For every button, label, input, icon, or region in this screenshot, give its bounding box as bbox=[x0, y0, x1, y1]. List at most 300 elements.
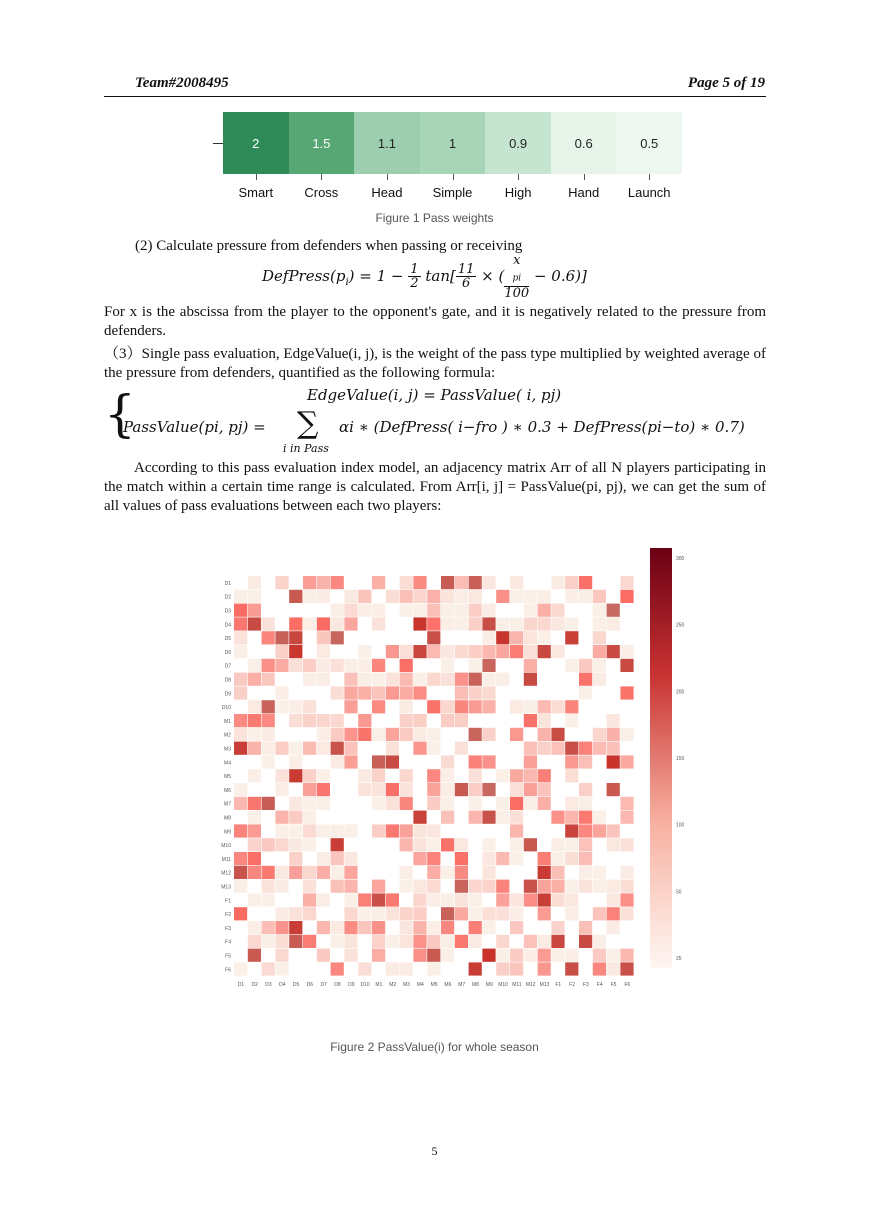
heatmap-cell bbox=[441, 617, 454, 630]
heatmap-y-label: D9 bbox=[224, 691, 231, 698]
heatmap-y-label: M3 bbox=[224, 746, 231, 753]
heatmap-cell bbox=[482, 880, 495, 893]
heatmap-cell bbox=[262, 797, 275, 810]
heatmap-cell bbox=[607, 645, 620, 658]
heatmap-cell bbox=[538, 645, 551, 658]
heatmap-cell bbox=[593, 811, 606, 824]
heatmap-cell bbox=[358, 728, 371, 741]
heatmap-x-label: D9 bbox=[348, 982, 355, 989]
heatmap-cell bbox=[469, 617, 482, 630]
heatmap-cell bbox=[538, 962, 551, 975]
heatmap-cell bbox=[482, 645, 495, 658]
heatmap-cell bbox=[386, 728, 399, 741]
heatmap-cell bbox=[289, 852, 302, 865]
heatmap-cell bbox=[303, 590, 316, 603]
heatmap-cell bbox=[344, 866, 357, 879]
heatmap-cell bbox=[248, 714, 261, 727]
heatmap-cell bbox=[262, 935, 275, 948]
heatmap-cell bbox=[593, 935, 606, 948]
heatmap-cell bbox=[579, 838, 592, 851]
heatmap-cell bbox=[344, 728, 357, 741]
heatmap-cell bbox=[413, 949, 426, 962]
heatmap-cell bbox=[331, 714, 344, 727]
pass-weight-tick bbox=[321, 174, 322, 180]
heatmap-cell bbox=[413, 728, 426, 741]
heatmap-cell bbox=[593, 962, 606, 975]
heatmap-cell bbox=[344, 880, 357, 893]
heatmap-cell bbox=[593, 645, 606, 658]
heatmap-cell bbox=[234, 797, 247, 810]
heatmap-y-label: M8 bbox=[224, 815, 231, 822]
heatmap-cell bbox=[234, 852, 247, 865]
item-2-text: (2) Calculate pressure from defenders when passing or receiving bbox=[135, 238, 523, 254]
fraction-11-6: $\frac{11}{6}$ bbox=[457, 262, 475, 292]
heatmap-cell bbox=[275, 962, 288, 975]
heatmap-cell bbox=[344, 907, 357, 920]
heatmap-cell bbox=[413, 686, 426, 699]
heatmap-y-label: F4 bbox=[225, 939, 231, 946]
heatmap-cell bbox=[469, 783, 482, 796]
heatmap-cell bbox=[524, 659, 537, 672]
heatmap-cell bbox=[289, 824, 302, 837]
heatmap-cell bbox=[303, 935, 316, 948]
heatmap-cell bbox=[262, 700, 275, 713]
pass-weight-label: Head bbox=[371, 185, 403, 200]
heatmap-cell bbox=[400, 700, 413, 713]
heatmap-cell bbox=[400, 824, 413, 837]
heatmap-cell bbox=[607, 728, 620, 741]
heatmap-cell bbox=[317, 576, 330, 589]
heatmap-cell bbox=[262, 893, 275, 906]
heatmap-cell bbox=[510, 893, 523, 906]
heatmap-cell bbox=[469, 797, 482, 810]
heatmap-cell bbox=[262, 742, 275, 755]
heatmap-cell bbox=[372, 907, 385, 920]
heatmap-cell bbox=[593, 673, 606, 686]
heatmap-cell bbox=[455, 935, 468, 948]
heatmap-cell bbox=[262, 728, 275, 741]
heatmap-cell bbox=[455, 783, 468, 796]
heatmap-cell bbox=[579, 797, 592, 810]
heatmap-cell bbox=[510, 700, 523, 713]
heatmap-cell bbox=[496, 769, 509, 782]
heatmap-cell bbox=[482, 852, 495, 865]
heatmap-cell bbox=[482, 755, 495, 768]
heatmap-cell bbox=[593, 866, 606, 879]
heatmap-cell bbox=[607, 604, 620, 617]
heatmap-cell bbox=[234, 673, 247, 686]
heatmap-cell bbox=[275, 742, 288, 755]
heatmap-cell bbox=[303, 797, 316, 810]
heatmap-cell bbox=[524, 673, 537, 686]
heatmap-cell bbox=[579, 590, 592, 603]
heatmap-x-label: D4 bbox=[279, 982, 286, 989]
heatmap-cell bbox=[441, 700, 454, 713]
heatmap-cell bbox=[317, 659, 330, 672]
heatmap-cell bbox=[331, 631, 344, 644]
heatmap-cell bbox=[317, 769, 330, 782]
heatmap-cell bbox=[262, 962, 275, 975]
heatmap-cell bbox=[469, 673, 482, 686]
heatmap-cell bbox=[372, 686, 385, 699]
heatmap-cell bbox=[303, 714, 316, 727]
heatmap-cell bbox=[331, 921, 344, 934]
heatmap-cell bbox=[331, 852, 344, 865]
heatmap-cell bbox=[289, 631, 302, 644]
heatmap-cell bbox=[427, 893, 440, 906]
heatmap-x-label: F3 bbox=[582, 982, 589, 989]
heatmap-cell bbox=[441, 797, 454, 810]
heatmap-cell bbox=[427, 590, 440, 603]
heatmap-cell bbox=[620, 728, 633, 741]
heatmap-cell bbox=[248, 949, 261, 962]
heatmap-cell bbox=[234, 728, 247, 741]
heatmap-cell bbox=[331, 742, 344, 755]
pass-weight-tick bbox=[453, 174, 454, 180]
heatmap-x-label: M11 bbox=[512, 982, 522, 989]
heatmap-cell bbox=[331, 576, 344, 589]
heatmap-cell bbox=[358, 893, 371, 906]
heatmap-cell bbox=[289, 742, 302, 755]
heatmap-cell bbox=[441, 673, 454, 686]
heatmap-cell bbox=[510, 962, 523, 975]
heatmap-x-label: M9 bbox=[485, 982, 493, 989]
heatmap-cell bbox=[413, 673, 426, 686]
heatmap-cell bbox=[275, 935, 288, 948]
heatmap-cell bbox=[565, 811, 578, 824]
heatmap-cell bbox=[275, 686, 288, 699]
heatmap-cell bbox=[455, 866, 468, 879]
heatmap-cell bbox=[482, 576, 495, 589]
heatmap-cell bbox=[372, 935, 385, 948]
heatmap-cell bbox=[496, 935, 509, 948]
heatmap-cell bbox=[248, 659, 261, 672]
heatmap-y-label: M12 bbox=[221, 870, 231, 877]
heatmap-x-label: D5 bbox=[292, 982, 300, 989]
heatmap-cell bbox=[593, 617, 606, 630]
heatmap-cell bbox=[579, 659, 592, 672]
heatmap-cell bbox=[538, 617, 551, 630]
heatmap-cell bbox=[248, 604, 261, 617]
heatmap-cell bbox=[469, 880, 482, 893]
heatmap-y-label: D3 bbox=[224, 608, 231, 615]
heatmap-cell bbox=[482, 700, 495, 713]
heatmap-cell bbox=[482, 838, 495, 851]
figure-1-caption: Figure 1 Pass weights bbox=[375, 211, 494, 225]
heatmap-cell bbox=[455, 590, 468, 603]
heatmap-x-label: D8 bbox=[334, 982, 341, 989]
heatmap-cell bbox=[482, 728, 495, 741]
heatmap-cell bbox=[358, 686, 371, 699]
heatmap-cell bbox=[400, 935, 413, 948]
heatmap-cell bbox=[524, 700, 537, 713]
heatmap-cell bbox=[565, 755, 578, 768]
heatmap-cell bbox=[427, 880, 440, 893]
colorbar-tick-label: 150 bbox=[676, 756, 685, 762]
heatmap-cell bbox=[496, 673, 509, 686]
heatmap-cell bbox=[358, 907, 371, 920]
heatmap-cell bbox=[565, 797, 578, 810]
heatmap-y-label: D2 bbox=[224, 594, 231, 601]
heatmap-cell bbox=[372, 617, 385, 630]
heatmap-cell bbox=[565, 880, 578, 893]
heatmap-x-label: F6 bbox=[624, 982, 631, 989]
heatmap-cell bbox=[441, 659, 454, 672]
heatmap-cell bbox=[607, 838, 620, 851]
heatmap-cell bbox=[538, 852, 551, 865]
heatmap-cell bbox=[538, 742, 551, 755]
heatmap-x-label: D1 bbox=[237, 982, 245, 989]
heatmap-cell bbox=[344, 617, 357, 630]
heatmap-cell bbox=[372, 673, 385, 686]
heatmap-cell bbox=[372, 880, 385, 893]
colorbar-tick-label: 200 bbox=[676, 689, 685, 696]
heatmap-cell bbox=[303, 783, 316, 796]
heatmap-cell bbox=[579, 783, 592, 796]
heatmap-cell bbox=[331, 617, 344, 630]
heatmap-cell bbox=[455, 742, 468, 755]
formula-eq: ) = 1 − bbox=[348, 266, 404, 285]
heatmap-cell bbox=[289, 838, 302, 851]
pass-weight-label: Smart bbox=[238, 185, 274, 200]
heatmap-cell bbox=[358, 673, 371, 686]
heatmap-cell bbox=[275, 838, 288, 851]
heatmap-cell bbox=[482, 921, 495, 934]
heatmap-cell bbox=[579, 686, 592, 699]
pass-weight-cell: 1 bbox=[420, 112, 486, 174]
paragraph-2: According to this pass evaluation index model, an adjacency matrix Arr of all N players participating in the match within a certain time range is calculated. From Arr[i, j] = PassValue(pi, pj), we can get the sum of all values of pass evaluations between each two players: bbox=[104, 460, 766, 514]
heatmap-y-label: D4 bbox=[224, 622, 231, 629]
heatmap-cell bbox=[344, 590, 357, 603]
heatmap-cell bbox=[303, 673, 316, 686]
heatmap-cell bbox=[524, 645, 537, 658]
heatmap-cell bbox=[413, 742, 426, 755]
heatmap-y-label: F1 bbox=[225, 898, 231, 905]
pass-weight-label: High bbox=[504, 185, 532, 200]
heatmap-cell bbox=[317, 673, 330, 686]
heatmap-cell bbox=[289, 714, 302, 727]
heatmap-cell bbox=[386, 590, 399, 603]
heatmap-cell bbox=[482, 617, 495, 630]
heatmap-cell bbox=[496, 797, 509, 810]
heatmap-cell bbox=[372, 728, 385, 741]
heatmap-cell bbox=[565, 893, 578, 906]
heatmap-cell bbox=[234, 783, 247, 796]
heatmap-cell bbox=[275, 949, 288, 962]
heatmap-cell bbox=[248, 893, 261, 906]
colorbar bbox=[650, 548, 672, 968]
heatmap-cell bbox=[427, 728, 440, 741]
heatmap-cell bbox=[400, 769, 413, 782]
heatmap-cell bbox=[427, 769, 440, 782]
heatmap-cell bbox=[303, 907, 316, 920]
heatmap-cell bbox=[413, 590, 426, 603]
heatmap-y-label: F6 bbox=[225, 967, 231, 974]
colorbar-tick-label: 50 bbox=[676, 889, 682, 896]
heatmap-cell bbox=[579, 866, 592, 879]
heatmap-cell bbox=[620, 576, 633, 589]
heatmap-cell bbox=[289, 907, 302, 920]
heatmap-cell bbox=[607, 742, 620, 755]
heatmap-cell bbox=[496, 645, 509, 658]
heatmap-cell bbox=[413, 604, 426, 617]
heatmap-cell bbox=[510, 576, 523, 589]
pass-weight-cell: 0.6 bbox=[551, 112, 617, 174]
heatmap-cell bbox=[607, 714, 620, 727]
figure-2-caption: Figure 2 PassValue(i) for whole season bbox=[330, 1040, 539, 1054]
heatmap-cell bbox=[427, 921, 440, 934]
heatmap-cell bbox=[565, 659, 578, 672]
heatmap-cell bbox=[400, 838, 413, 851]
heatmap-cell bbox=[400, 880, 413, 893]
heatmap-cell bbox=[607, 907, 620, 920]
heatmap-cell bbox=[482, 604, 495, 617]
heatmap-cell bbox=[289, 769, 302, 782]
heatmap-cell bbox=[400, 783, 413, 796]
heatmap-cell bbox=[289, 935, 302, 948]
heatmap-cell bbox=[234, 590, 247, 603]
heatmap-cell bbox=[400, 659, 413, 672]
pass-weight-tick bbox=[518, 174, 519, 180]
heatmap-cell bbox=[275, 866, 288, 879]
heatmap-cell bbox=[262, 755, 275, 768]
heatmap-cell bbox=[620, 949, 633, 962]
heatmap-cell bbox=[427, 783, 440, 796]
heatmap-cell bbox=[538, 604, 551, 617]
heatmap-cell bbox=[524, 893, 537, 906]
colorbar-tick-label: 250 bbox=[676, 622, 685, 629]
heatmap-cell bbox=[234, 824, 247, 837]
heatmap-cell bbox=[386, 962, 399, 975]
fraction-x-100: x $_{pi}$ 100 bbox=[504, 253, 530, 301]
heatmap-cell bbox=[607, 783, 620, 796]
heatmap-cell bbox=[275, 921, 288, 934]
heatmap-cell bbox=[579, 755, 592, 768]
heatmap-cell bbox=[469, 590, 482, 603]
header-page: Page 5 of 19 bbox=[687, 75, 765, 91]
heatmap-cell bbox=[455, 673, 468, 686]
heatmap-cell bbox=[510, 617, 523, 630]
heatmap-cell bbox=[386, 824, 399, 837]
heatmap-cell bbox=[344, 852, 357, 865]
formula-tan: tan[ bbox=[425, 266, 456, 285]
heatmap-cell bbox=[289, 921, 302, 934]
heatmap-cell bbox=[551, 949, 564, 962]
pass-weight-label: Simple bbox=[432, 185, 473, 200]
heatmap-cell bbox=[331, 659, 344, 672]
heatmap-cell bbox=[344, 604, 357, 617]
heatmap-cell bbox=[234, 604, 247, 617]
heatmap-cell bbox=[524, 838, 537, 851]
heatmap-cell bbox=[469, 907, 482, 920]
heatmap-cell bbox=[538, 728, 551, 741]
heatmap-cell bbox=[372, 824, 385, 837]
formula-brace: { bbox=[104, 385, 136, 443]
heatmap-y-label: M4 bbox=[224, 760, 231, 767]
heatmap-cell bbox=[551, 700, 564, 713]
heatmap-cell bbox=[248, 921, 261, 934]
heatmap-cell bbox=[331, 866, 344, 879]
heatmap-cell bbox=[565, 700, 578, 713]
heatmap-cell bbox=[413, 880, 426, 893]
heatmap-cell bbox=[400, 714, 413, 727]
heatmap-cell bbox=[248, 838, 261, 851]
heatmap-x-label: D2 bbox=[251, 982, 258, 989]
heatmap-cell bbox=[413, 576, 426, 589]
heatmap-cell bbox=[524, 949, 537, 962]
heatmap-cell bbox=[510, 631, 523, 644]
heatmap-cell bbox=[593, 728, 606, 741]
heatmap-y-label: D5 bbox=[224, 636, 231, 643]
heatmap-cell bbox=[275, 631, 288, 644]
heatmap-cell bbox=[565, 962, 578, 975]
heatmap-cell bbox=[262, 631, 275, 644]
heatmap-cell bbox=[289, 866, 302, 879]
heatmap-cell bbox=[455, 852, 468, 865]
heatmap-cell bbox=[413, 617, 426, 630]
heatmap-cell bbox=[331, 962, 344, 975]
heatmap-cell bbox=[400, 673, 413, 686]
heatmap-y-label: M5 bbox=[224, 774, 231, 781]
heatmap-cell bbox=[565, 590, 578, 603]
heatmap-cell bbox=[262, 714, 275, 727]
heatmap-cell bbox=[262, 866, 275, 879]
heatmap-y-label: M6 bbox=[224, 787, 231, 794]
heatmap-cell bbox=[510, 907, 523, 920]
heatmap-cell bbox=[289, 755, 302, 768]
heatmap-cell bbox=[469, 686, 482, 699]
page-number: 5 bbox=[431, 1144, 438, 1158]
heatmap-cell bbox=[538, 893, 551, 906]
heatmap-cell bbox=[262, 838, 275, 851]
heatmap-x-label: F1 bbox=[555, 982, 562, 989]
heatmap-cell bbox=[427, 949, 440, 962]
heatmap-cell bbox=[455, 838, 468, 851]
heatmap-cell bbox=[441, 838, 454, 851]
heatmap-cell bbox=[234, 617, 247, 630]
passvalue-heatmap bbox=[220, 548, 690, 1038]
heatmap-cell bbox=[469, 576, 482, 589]
heatmap-cell bbox=[538, 949, 551, 962]
heatmap-cell bbox=[248, 935, 261, 948]
heatmap-cell bbox=[496, 880, 509, 893]
heatmap-cell bbox=[317, 645, 330, 658]
heatmap-cell bbox=[482, 686, 495, 699]
heatmap-cell bbox=[372, 576, 385, 589]
heatmap-cell bbox=[248, 852, 261, 865]
heatmap-cell bbox=[469, 935, 482, 948]
header-team: Team#2008495 bbox=[135, 75, 229, 91]
heatmap-cell bbox=[441, 714, 454, 727]
heatmap-cell bbox=[317, 742, 330, 755]
heatmap-cell bbox=[400, 604, 413, 617]
heatmap-cell bbox=[538, 907, 551, 920]
heatmap-cell bbox=[607, 824, 620, 837]
colorbar-tick-label: 300 bbox=[676, 556, 685, 562]
heatmap-cell bbox=[524, 604, 537, 617]
heatmap-cell bbox=[496, 617, 509, 630]
heatmap-cell bbox=[524, 935, 537, 948]
heatmap-cell bbox=[579, 852, 592, 865]
heatmap-cell bbox=[469, 921, 482, 934]
heatmap-cell bbox=[469, 659, 482, 672]
heatmap-cell bbox=[358, 783, 371, 796]
heatmap-cell bbox=[551, 576, 564, 589]
heatmap-x-label: M6 bbox=[444, 982, 452, 989]
heatmap-cell bbox=[579, 824, 592, 837]
heatmap-cell bbox=[275, 811, 288, 824]
heatmap-cell bbox=[303, 880, 316, 893]
